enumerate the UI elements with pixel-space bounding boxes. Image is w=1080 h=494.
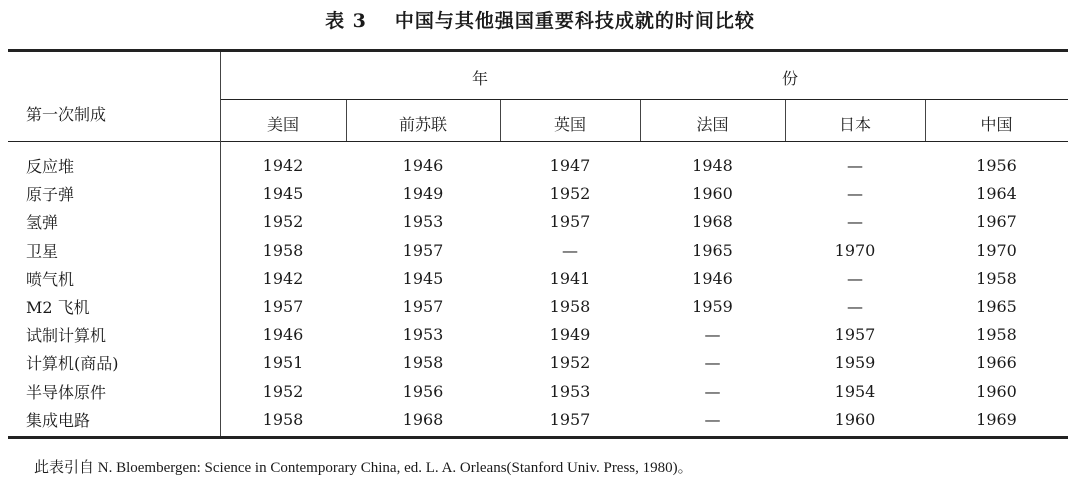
row-label: 试制计算机 [26, 326, 107, 346]
table-cell: 1946 [692, 268, 733, 288]
table-cell: 1958 [976, 268, 1017, 288]
table-cell: 1965 [976, 297, 1017, 316]
table-cell: 1969 [976, 409, 1017, 429]
table-cell: 1945 [262, 184, 304, 204]
table-cell: — [704, 325, 721, 345]
group-header: 年 [471, 69, 488, 88]
table-cell: 1951 [262, 353, 304, 373]
table-cell: 1957 [549, 212, 591, 232]
row-label: 喷气机 [26, 269, 75, 289]
table-cell: 1958 [402, 353, 444, 373]
bottom-rule [8, 436, 1068, 439]
row-label: 原子弹 [26, 185, 75, 205]
table-cell: 1956 [402, 381, 444, 401]
table-cell: 1959 [834, 353, 876, 373]
table-cell: 1942 [262, 156, 304, 175]
row-label: 半导体原件 [26, 382, 107, 402]
row-label: 集成电路 [26, 410, 91, 430]
table-cell: — [562, 240, 578, 260]
table-cell: 1952 [262, 381, 304, 401]
table-cell: 1942 [262, 268, 304, 288]
table-cell: 1958 [976, 325, 1017, 345]
table-cell: 1952 [549, 184, 591, 204]
table-cell: 1953 [402, 325, 444, 345]
table-cell: 1960 [976, 381, 1017, 401]
table-cell: — [847, 297, 863, 316]
table-cell: 1948 [692, 156, 733, 175]
table-cell: 1958 [262, 409, 304, 429]
row-label: 氢弹 [26, 213, 59, 233]
table-cell: — [704, 381, 721, 401]
table-cell: 1968 [402, 409, 444, 429]
column-header: 中国 [980, 115, 1013, 134]
table-cell: 1970 [976, 240, 1017, 260]
table-cell: 1949 [549, 325, 591, 345]
table-cell: 1957 [262, 297, 304, 316]
table-cell: 1959 [692, 297, 733, 316]
table-cell: 1968 [692, 212, 733, 232]
row-label: 卫星 [26, 241, 59, 261]
table-cell: 1952 [549, 353, 591, 373]
table-cell: 1954 [834, 381, 876, 401]
table-title [0, 6, 1080, 33]
table-cell: 1953 [402, 212, 444, 232]
table-cell: 1947 [549, 156, 591, 175]
top-rule [8, 49, 1068, 52]
column-header: 日本 [838, 115, 871, 134]
table-cell: 1946 [402, 156, 444, 175]
table-cell: 1966 [976, 353, 1017, 373]
table-caption: 中国与其他强国重要科技成就的时间比较 [394, 10, 755, 32]
table-cell: — [847, 156, 863, 175]
table-cell: 1957 [402, 297, 444, 316]
table-cell: — [847, 184, 863, 204]
table-cell: — [847, 268, 863, 288]
footnote: 此表引自 N. Bloembergen: Science in Contemporary China, ed. L. A. Orleans(Stanford Univ. Press, 1980)。 [34, 460, 693, 476]
row-label: M2 飞机 [26, 298, 90, 317]
row-label: 计算机(商品) [26, 354, 119, 374]
table-cell: 1949 [402, 184, 444, 204]
column-header: 英国 [553, 115, 586, 134]
table-cell: 1958 [262, 240, 304, 260]
table-cell: 1945 [402, 268, 444, 288]
table-cell: 1957 [402, 240, 444, 260]
table-cell: 1946 [262, 325, 304, 345]
table-cell: 1957 [549, 409, 591, 429]
row-header: 第一次制成 [26, 105, 107, 124]
header-bottom-rule [8, 141, 1068, 142]
table-cell: — [704, 409, 721, 429]
group-header: 份 [781, 69, 798, 88]
table-cell: 1960 [834, 409, 876, 429]
table-cell: — [704, 353, 721, 373]
table-cell: 1967 [976, 212, 1017, 232]
row-label: 反应堆 [26, 157, 75, 176]
table-cell: 1964 [976, 184, 1017, 204]
table-cell: 1952 [262, 212, 304, 232]
table-cell: 1965 [692, 240, 733, 260]
header-rule [220, 99, 1068, 100]
column-header: 法国 [696, 115, 729, 134]
column-header: 前苏联 [398, 115, 447, 134]
table-cell: 1957 [834, 325, 876, 345]
column-header: 美国 [266, 115, 299, 134]
table-number: 表 3 [325, 10, 367, 32]
table-cell: 1953 [549, 381, 591, 401]
table-cell: 1958 [549, 297, 591, 316]
table-cell: 1970 [834, 240, 876, 260]
table-cell: — [847, 212, 863, 232]
table-cell: 1941 [549, 268, 591, 288]
table-cell: 1960 [692, 184, 733, 204]
table-cell: 1956 [976, 156, 1017, 175]
